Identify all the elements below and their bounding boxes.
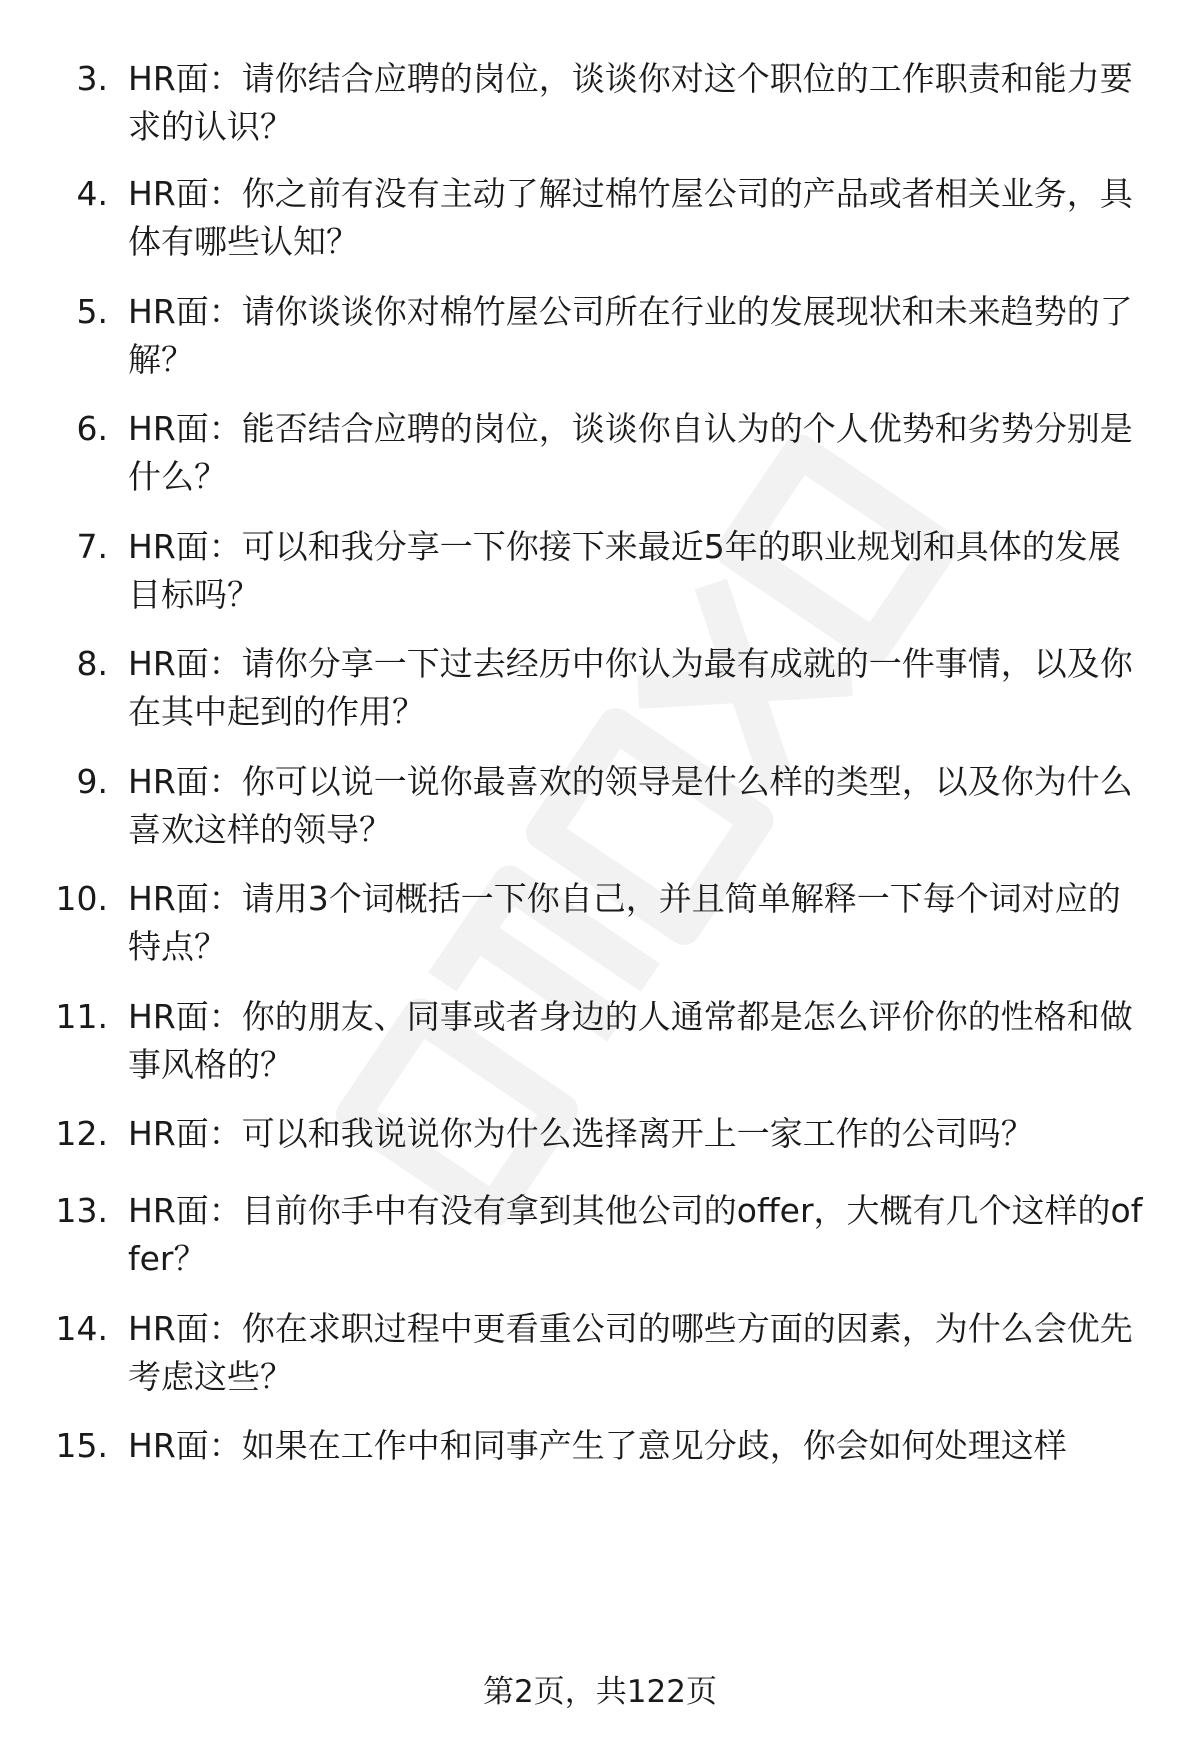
question-number: 8. [76,644,108,683]
question-text: HR面：你的朋友、同事或者身边的人通常都是怎么评价你的性格和做事风格的？ [128,997,1133,1084]
question-text: HR面：你在求职过程中更看重公司的哪些方面的因素，为什么会优先考虑这些？ [128,1309,1133,1396]
question-text: HR面：目前你手中有没有拿到其他公司的offer，大概有几个这样的offer？ [128,1191,1143,1278]
question-text: HR面：可以和我说说你为什么选择离开上一家工作的公司吗？ [128,1114,1034,1153]
question-text: HR面：你之前有没有主动了解过棉竹屋公司的产品或者相关业务，具体有哪些认知？ [128,174,1133,261]
question-text: HR面：请你分享一下过去经历中你认为最有成就的一件事情，以及你在其中起到的作用？ [128,644,1133,731]
question-text: HR面：能否结合应聘的岗位，谈谈你自认为的个人优势和劣势分别是什么？ [128,409,1133,496]
question-number: 3. [76,59,108,98]
question-text: HR面：请你谈谈你对棉竹屋公司所在行业的发展现状和未来趋势的了解？ [128,292,1133,379]
question-number: 12. [55,1114,108,1153]
question-text: HR面：可以和我分享一下你接下来最近5年的职业规划和具体的发展目标吗？ [128,527,1121,614]
question-number: 7. [76,527,108,566]
question-number: 10. [55,879,108,918]
question-text: HR面：请用3个词概括一下你自己，并且简单解释一下每个词对应的特点？ [128,879,1121,966]
question-number: 6. [76,409,108,448]
question-number: 11. [55,997,108,1036]
question-text: HR面：你可以说一说你最喜欢的领导是什么样的类型，以及你为什么喜欢这样的领导？ [128,762,1133,849]
page-indicator: 第2页，共122页 [483,1674,717,1710]
question-number: 5. [76,292,108,331]
question-text: HR面：如果在工作中和同事产生了意见分歧，你会如何处理这样 [128,1426,1067,1465]
question-number: 14. [55,1309,108,1348]
question-number: 13. [55,1191,108,1230]
question-number: 4. [76,174,108,213]
question-text: HR面：请你结合应聘的岗位，谈谈你对这个职位的工作职责和能力要求的认识？ [128,59,1133,146]
question-number: 15. [55,1426,108,1465]
question-number: 9. [76,762,108,801]
